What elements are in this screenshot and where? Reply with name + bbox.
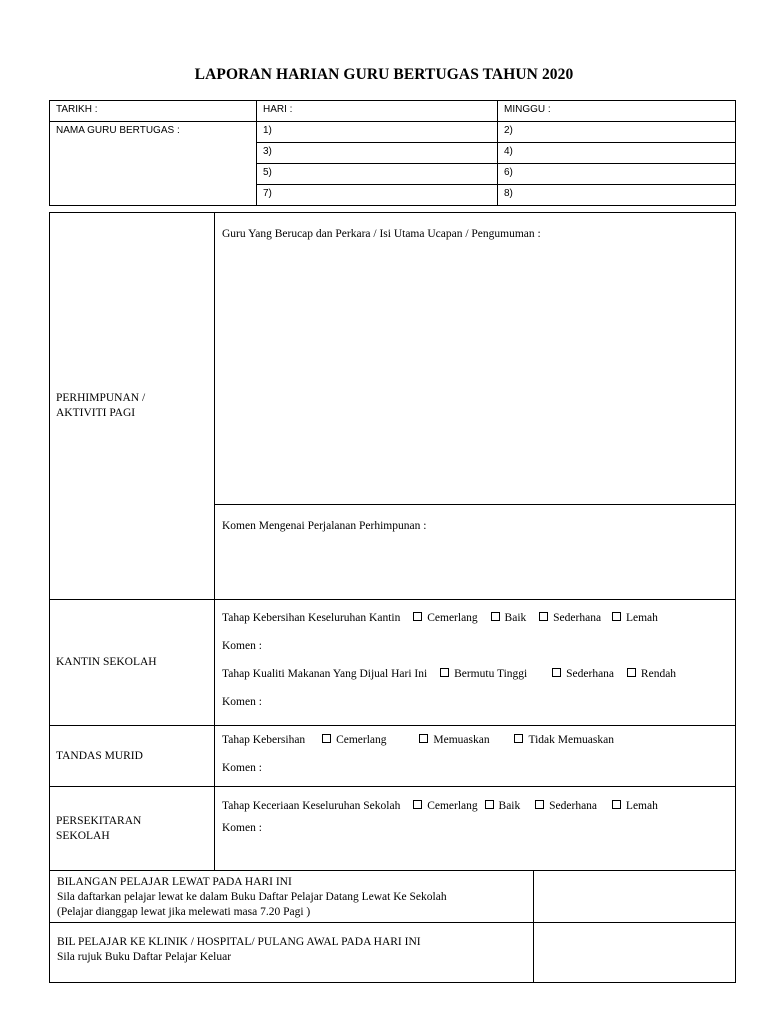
klinik-count-field[interactable] [534, 923, 736, 983]
persekitaran-row [222, 800, 735, 822]
persekitaran-cemerlang-option[interactable]: Cemerlang [413, 800, 477, 812]
tandas-memuaskan-option[interactable]: Memuaskan [419, 734, 489, 746]
kualiti-bermutu-option[interactable]: Bermutu Tinggi [440, 668, 527, 680]
kantin-sederhana-option[interactable]: Sederhana [539, 612, 601, 624]
checkbox-icon[interactable] [612, 800, 621, 809]
persekitaran-baik-option[interactable]: Baik [485, 800, 521, 812]
checkbox-icon[interactable] [514, 734, 523, 743]
checkbox-icon[interactable] [485, 800, 494, 809]
checkbox-icon[interactable] [322, 734, 331, 743]
kantin-lemah-option[interactable]: Lemah [612, 612, 658, 624]
tarikh-field[interactable]: TARIKH : [50, 101, 257, 122]
tandas-question: Tahap Kebersihan [222, 734, 306, 746]
lewat-table [49, 870, 736, 983]
persekitaran-question: Tahap Keceriaan Keseluruhan Sekolah [222, 800, 401, 812]
persekitaran-label: PERSEKITARAN SEKOLAH [50, 787, 215, 871]
kualiti-rendah-option[interactable]: Rendah [627, 668, 676, 680]
kantin-komen-2[interactable]: Komen : [222, 696, 262, 708]
kantin-kebersihan-row [222, 612, 735, 640]
guru-slot-8[interactable]: 8) [498, 185, 736, 206]
lewat-note: (Pelajar dianggap lewat jika melewati masa 7.20 Pagi ) [57, 906, 311, 918]
checkbox-icon[interactable] [413, 800, 422, 809]
kualiti-sederhana-option[interactable]: Sederhana [552, 668, 614, 680]
tandas-label: TANDAS MURID [50, 726, 215, 787]
ucapan-prompt: Guru Yang Berucap dan Perkara / Isi Utama Ucapan / Pengumuman : [222, 228, 541, 240]
kantin-kualiti-question: Tahap Kualiti Makanan Yang Dijual Hari Ini [222, 668, 428, 680]
guru-slot-4[interactable]: 4) [498, 143, 736, 164]
checkbox-icon[interactable] [552, 668, 561, 677]
minggu-field[interactable]: MINGGU : [498, 101, 736, 122]
checkbox-icon[interactable] [627, 668, 636, 677]
klinik-instruction: Sila rujuk Buku Daftar Pelajar Keluar [57, 951, 232, 963]
tandas-cell [215, 726, 736, 787]
guru-slot-7[interactable]: 7) [257, 185, 498, 206]
persekitaran-lemah-option[interactable]: Lemah [612, 800, 658, 812]
kantin-cemerlang-option[interactable]: Cemerlang [413, 612, 477, 624]
kantin-kualiti-row [222, 668, 735, 696]
lewat-instruction: Sila daftarkan pelajar lewat ke dalam Buku Daftar Pelajar Datang Lewat Ke Sekolah [57, 891, 447, 903]
guru-slot-3[interactable]: 3) [257, 143, 498, 164]
guru-slot-2[interactable]: 2) [498, 122, 736, 143]
persekitaran-komen[interactable]: Komen : [222, 822, 262, 834]
hari-field[interactable]: HARI : [257, 101, 498, 122]
tandas-komen[interactable]: Komen : [222, 762, 262, 774]
checkbox-icon[interactable] [539, 612, 548, 621]
komen-perhimpunan-prompt: Komen Mengenai Perjalanan Perhimpunan : [222, 520, 427, 532]
guru-slot-1[interactable]: 1) [257, 122, 498, 143]
checkbox-icon[interactable] [419, 734, 428, 743]
nama-guru-label: NAMA GURU BERTUGAS : [50, 122, 257, 206]
guru-slot-5[interactable]: 5) [257, 164, 498, 185]
klinik-heading: BIL PELAJAR KE KLINIK / HOSPITAL/ PULANG AWAL PADA HARI INI [57, 936, 421, 948]
form-title: LAPORAN HARIAN GURU BERTUGAS TAHUN 2020 [194, 66, 574, 83]
checkbox-icon[interactable] [612, 612, 621, 621]
persekitaran-sederhana-option[interactable]: Sederhana [535, 800, 597, 812]
lewat-text-cell [50, 871, 534, 923]
header-table [49, 100, 736, 206]
kantin-baik-option[interactable]: Baik [491, 612, 527, 624]
klinik-text-cell [50, 923, 534, 983]
checkbox-icon[interactable] [535, 800, 544, 809]
lewat-count-field[interactable] [534, 871, 736, 923]
kantin-kebersihan-question: Tahap Kebersihan Keseluruhan Kantin [222, 612, 401, 624]
main-table [49, 212, 736, 871]
ucapan-cell[interactable] [215, 213, 736, 505]
guru-slot-6[interactable]: 6) [498, 164, 736, 185]
komen-perhimpunan-cell[interactable] [215, 505, 736, 600]
tandas-cemerlang-option[interactable]: Cemerlang [322, 734, 386, 746]
checkbox-icon[interactable] [413, 612, 422, 621]
checkbox-icon[interactable] [491, 612, 500, 621]
persekitaran-cell [215, 787, 736, 871]
kantin-komen-1[interactable]: Komen : [222, 640, 262, 652]
kantin-label: KANTIN SEKOLAH [50, 600, 215, 726]
checkbox-icon[interactable] [440, 668, 449, 677]
tandas-tidak-memuaskan-option[interactable]: Tidak Memuaskan [514, 734, 614, 746]
tandas-row [222, 734, 735, 762]
kantin-cell [215, 600, 736, 726]
perhimpunan-label: PERHIMPUNAN / AKTIVITI PAGI [50, 213, 215, 600]
lewat-heading: BILANGAN PELAJAR LEWAT PADA HARI INI [57, 876, 292, 888]
